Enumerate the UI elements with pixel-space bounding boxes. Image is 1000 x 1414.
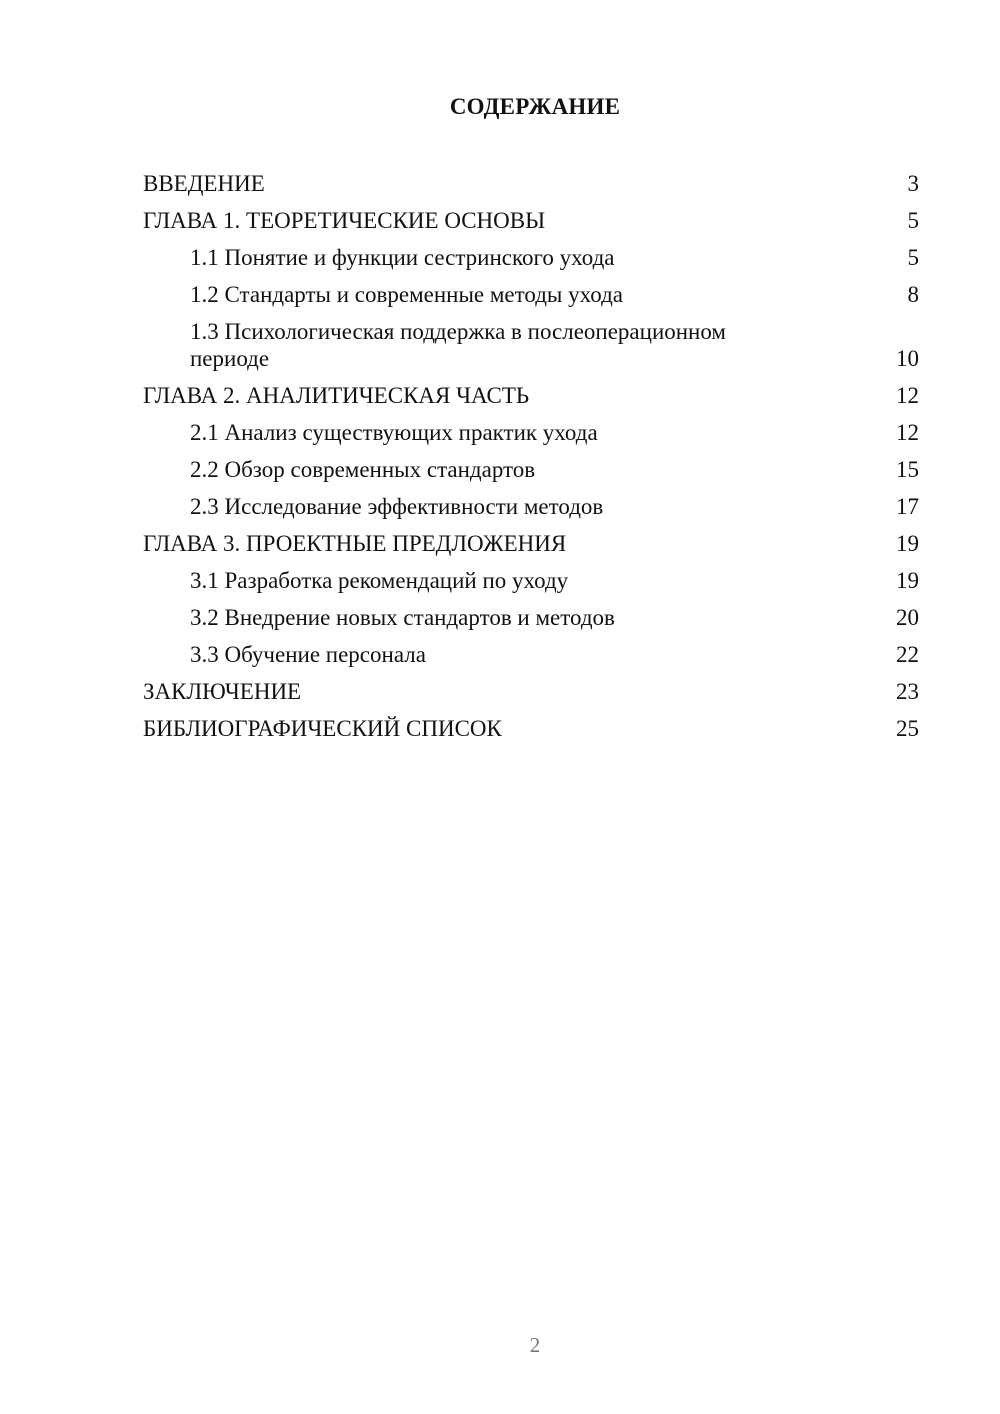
- toc-entry-text: ГЛАВА 2. АНАЛИТИЧЕСКАЯ ЧАСТЬ: [143, 383, 530, 408]
- page-title: СОДЕРЖАНИЕ: [449, 94, 621, 119]
- toc-entry-text: 3.2 Внедрение новых стандартов и методов: [190, 605, 615, 630]
- toc-entry-page: 23: [896, 679, 919, 704]
- toc-entry-page: 10: [896, 346, 919, 371]
- toc-entry-section-3-3[interactable]: [143, 641, 919, 668]
- toc-entry-page: 12: [896, 383, 919, 408]
- toc-entry-section-1-2[interactable]: [143, 281, 919, 308]
- toc-entry-text: 2.2 Обзор современных стандартов: [190, 457, 536, 482]
- toc-entry-text: ЗАКЛЮЧЕНИЕ: [143, 679, 302, 704]
- toc-entry-page: 5: [907, 208, 919, 233]
- toc-entry-section-2-2[interactable]: [143, 456, 919, 483]
- toc-entry-chapter-3[interactable]: [143, 530, 919, 557]
- toc-entry-text: 3.1 Разработка рекомендаций по уходу: [190, 568, 569, 593]
- toc-entry-page: 15: [896, 457, 919, 482]
- toc-entry-text: 1.1 Понятие и функции сестринского ухода: [190, 245, 615, 270]
- toc-entry-text: 1.3 Психологическая поддержка в послеоперационном периоде: [190, 319, 726, 371]
- toc-entry-page: 17: [896, 494, 919, 519]
- toc-entry-page: 8: [907, 282, 919, 307]
- toc-entry-text: ВВЕДЕНИЕ: [143, 171, 265, 196]
- toc-entry-section-2-1[interactable]: [143, 419, 919, 446]
- toc-entry-introduction[interactable]: [143, 170, 919, 197]
- toc-entry-text: 3.3 Обучение персонала: [190, 642, 426, 667]
- toc-entry-page: 20: [896, 605, 919, 630]
- toc-entry-chapter-1[interactable]: [143, 207, 919, 234]
- toc-entry-text: БИБЛИОГРАФИЧЕСКИЙ СПИСОК: [143, 716, 502, 741]
- toc-entry-page: 25: [896, 716, 919, 741]
- toc-entry-section-2-3[interactable]: [143, 493, 919, 520]
- toc-entry-chapter-2[interactable]: [143, 382, 919, 409]
- table-of-contents: [143, 170, 919, 752]
- toc-entry-section-3-2[interactable]: [143, 604, 919, 631]
- toc-entry-text: 1.2 Стандарты и современные методы ухода: [190, 282, 624, 307]
- toc-entry-page: 5: [907, 245, 919, 270]
- toc-entry-section-1-3[interactable]: [143, 318, 919, 372]
- toc-entry-page: 3: [907, 171, 919, 196]
- toc-entry-section-1-1[interactable]: [143, 244, 919, 271]
- toc-entry-page: 19: [896, 531, 919, 556]
- toc-entry-conclusion[interactable]: [143, 678, 919, 705]
- toc-entry-page: 19: [896, 568, 919, 593]
- toc-entry-text: ГЛАВА 3. ПРОЕКТНЫЕ ПРЕДЛОЖЕНИЯ: [143, 531, 567, 556]
- toc-entry-page: 12: [896, 420, 919, 445]
- toc-entry-bibliography[interactable]: [143, 715, 919, 742]
- toc-entry-text: 2.1 Анализ существующих практик ухода: [190, 420, 598, 445]
- page-number: 2: [529, 1333, 541, 1357]
- toc-entry-text: ГЛАВА 1. ТЕОРЕТИЧЕСКИЕ ОСНОВЫ: [143, 208, 546, 233]
- toc-entry-section-3-1[interactable]: [143, 567, 919, 594]
- toc-entry-text: 2.3 Исследование эффективности методов: [190, 494, 604, 519]
- toc-entry-page: 22: [896, 642, 919, 667]
